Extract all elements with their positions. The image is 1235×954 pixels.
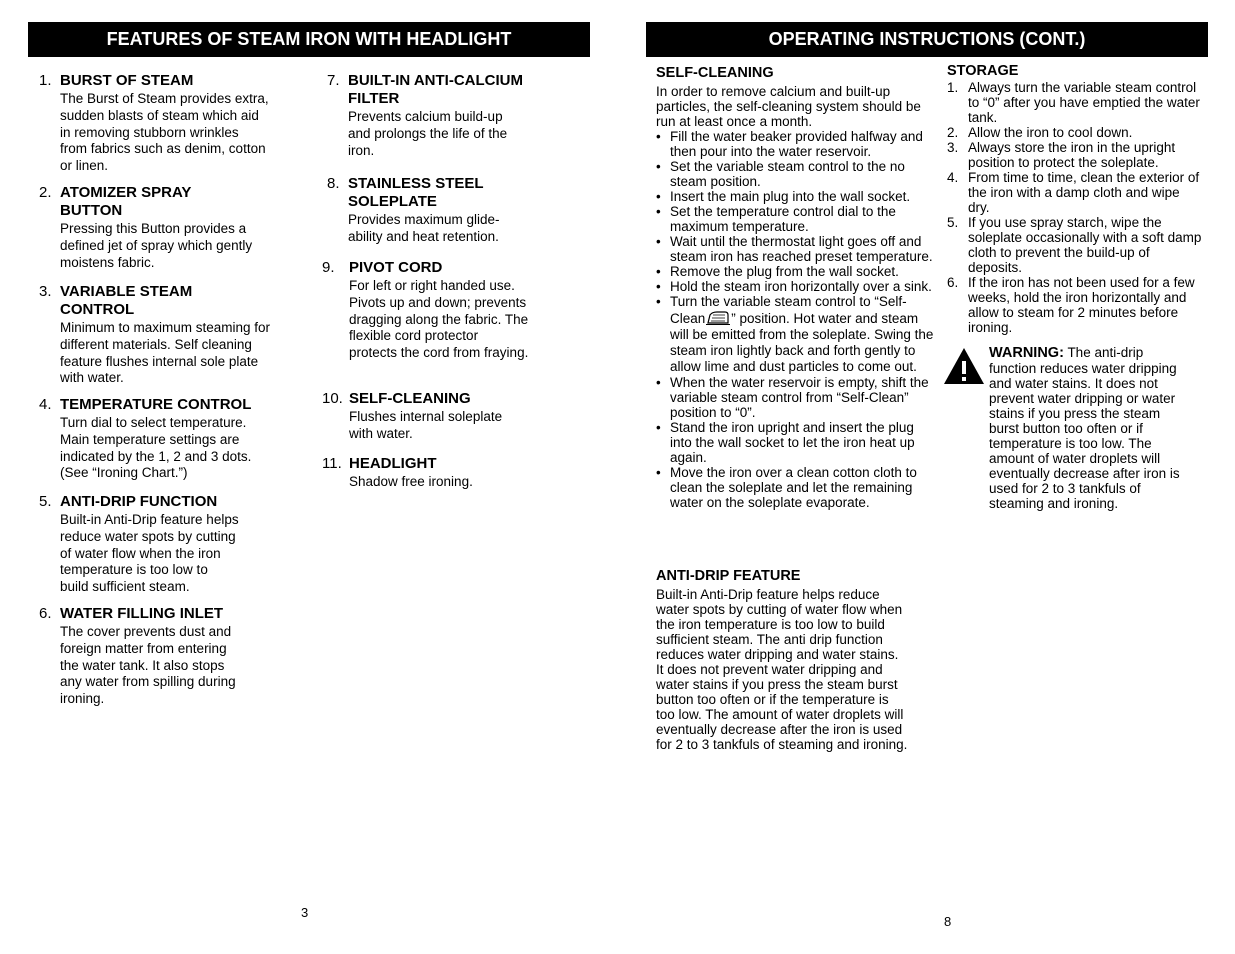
- self-clean-iron-icon: [705, 310, 731, 326]
- list-item: • Hold the steam iron horizontally over a sink.: [656, 279, 938, 294]
- list-item-text: Always turn the variable steam control to “0” after you have emptied the water tank.: [968, 80, 1200, 125]
- feature-title: WATER FILLING INLET: [60, 605, 224, 622]
- list-item: • Set the variable steam control to the no steam position.: [656, 159, 938, 189]
- feature-title: VARIABLE STEAM CONTROL: [60, 283, 193, 318]
- list-item: • Move the iron over a clean cotton cloth to clean the soleplate and let the remaining water on the soleplate evaporate.: [656, 465, 938, 510]
- list-item-number: 4.: [947, 170, 959, 185]
- list-item: • Remove the plug from the wall socket.: [656, 264, 938, 279]
- list-item: [656, 294, 938, 375]
- feature-number: 7.: [327, 72, 340, 89]
- list-item-text: Always store the iron in the upright position to protect the soleplate.: [968, 140, 1176, 170]
- storage-steps: [947, 80, 1202, 335]
- list-item-number: 2.: [947, 125, 959, 140]
- list-item: • Insert the main plug into the wall socket.: [656, 189, 938, 204]
- feature-description: Provides maximum glide-ability and heat retention.: [348, 212, 500, 244]
- feature-title: TEMPERATURE CONTROL: [60, 396, 252, 413]
- feature-title: SELF-CLEANING: [349, 390, 471, 407]
- feature-number: 3.: [39, 283, 52, 300]
- self-cleaning-section: [656, 64, 938, 510]
- list-item: • Wait until the thermostat light goes off and steam iron has reached preset temperature.: [656, 234, 938, 264]
- feature-3: [39, 283, 284, 387]
- feature-description: Prevents calcium build-up and prolongs the life of the iron.: [348, 109, 508, 158]
- feature-title: PIVOT CORD: [349, 259, 443, 276]
- warning-label: WARNING:: [989, 345, 1064, 361]
- list-item-text: ” position. Hot water and steam will be emitted from the soleplate. Swing the steam iron lightly back and forth gently to allow lime and dust particles to come out.: [670, 311, 934, 374]
- anti-drip-text: Built-in Anti-Drip feature helps reduce water spots by cutting of water flow when the iron temperature is too low to build sufficient steam. The anti drip function reduces water dripping and water stains. It does not prevent water dripping and water stains if you press the steam burst button too often or if the temperature is too low. The amount of water droplets will eventually decrease after the iron is used for 2 to 3 tankfuls of steaming and ironing.: [656, 587, 908, 752]
- list-item: [947, 80, 1202, 125]
- feature-number: 1.: [39, 72, 52, 89]
- feature-description: Shadow free ironing.: [349, 474, 473, 489]
- list-item: [947, 275, 1202, 335]
- left-page-banner: FEATURES OF STEAM IRON WITH HEADLIGHT: [28, 22, 590, 57]
- feature-8: [327, 175, 537, 246]
- feature-7: [327, 72, 557, 159]
- feature-1: [39, 72, 269, 175]
- list-item-number: 5.: [947, 215, 959, 230]
- list-item-text: From time to time, clean the exterior of the iron with a damp cloth and wipe dry.: [968, 170, 1200, 215]
- feature-title: BUILT-IN ANTI-CALCIUM FILTER: [348, 72, 523, 107]
- feature-number: 4.: [39, 396, 52, 413]
- feature-6: [39, 605, 249, 708]
- feature-9: [322, 259, 542, 362]
- list-item: • When the water reservoir is empty, shift the variable steam control from “Self-Clean” position to “0”.: [656, 375, 938, 420]
- feature-number: 5.: [39, 493, 52, 510]
- right-page-number: 8: [944, 914, 952, 929]
- list-item-number: 3.: [947, 140, 959, 155]
- list-item: [947, 140, 1202, 170]
- feature-description: Pressing this Button provides a defined jet of spray which gently moistens fabric.: [60, 221, 253, 270]
- self-cleaning-intro: In order to remove calcium and built-up particles, the self-cleaning system should be run at least once a month.: [656, 84, 921, 129]
- feature-number: 11.: [322, 455, 342, 472]
- anti-drip-section: [656, 567, 908, 752]
- feature-10: [322, 390, 542, 443]
- feature-number: 2.: [39, 184, 52, 201]
- feature-title: HEADLIGHT: [349, 455, 437, 472]
- feature-5: [39, 493, 249, 596]
- feature-4: [39, 396, 269, 482]
- warning-icon: [943, 347, 985, 385]
- anti-drip-title: ANTI-DRIP FEATURE: [656, 568, 801, 584]
- feature-number: 6.: [39, 605, 52, 622]
- list-item: [947, 170, 1202, 215]
- left-page-number: 3: [301, 905, 309, 920]
- feature-title: ATOMIZER SPRAY BUTTON: [60, 184, 192, 219]
- feature-description: Flushes internal soleplate with water.: [349, 409, 503, 441]
- storage-section: [947, 62, 1202, 335]
- list-item-text: If you use spray starch, wipe the soleplate occasionally with a soft damp cloth to prevent the build-up of deposits.: [968, 215, 1202, 275]
- feature-number: 9.: [322, 259, 335, 276]
- list-item-text: Allow the iron to cool down.: [968, 125, 1133, 140]
- feature-description: The Burst of Steam provides extra, sudden blasts of steam which aid in removing stubborn wrinkles from fabrics such as denim, cotton or linen.: [60, 91, 269, 174]
- feature-description: Turn dial to select temperature. Main temperature settings are indicated by the 1, 2 and 3 dots. (See “Ironing Chart.”): [60, 415, 252, 481]
- list-item: • Set the temperature control dial to the maximum temperature.: [656, 204, 938, 234]
- self-cleaning-steps: [656, 129, 938, 510]
- list-item-text: Turn the variable steam control to “Self-Clean: [670, 294, 907, 326]
- list-item: [947, 125, 1202, 140]
- feature-number: 10.: [322, 390, 343, 407]
- list-item: [947, 215, 1202, 275]
- feature-description: Built-in Anti-Drip feature helps reduce water spots by cutting of water flow when the iron temperature is too low to build sufficient steam.: [60, 512, 239, 595]
- feature-2: [39, 184, 269, 271]
- storage-title: STORAGE: [947, 63, 1019, 79]
- feature-title: STAINLESS STEEL SOLEPLATE: [348, 175, 484, 210]
- feature-number: 8.: [327, 175, 340, 192]
- feature-11: [322, 455, 542, 491]
- list-item: • Fill the water beaker provided halfway and then pour into the water reservoir.: [656, 129, 938, 159]
- list-item-text: If the iron has not been used for a few weeks, hold the iron horizontally and allow to steam for 2 minutes before ironing.: [968, 275, 1195, 335]
- self-cleaning-title: SELF-CLEANING: [656, 65, 774, 81]
- list-item: • Stand the iron upright and insert the plug into the wall socket to let the iron heat up again.: [656, 420, 938, 465]
- warning-text: The anti-drip function reduces water dripping and water stains. It does not prevent water dripping or water stains if you press the steam burst button too often or if temperature is too low. The amount of water droplets will eventually decrease after iron is used for 2 to 3 tankfuls of steaming and ironing.: [989, 345, 1180, 511]
- feature-description: The cover prevents dust and foreign matter from entering the water tank. It also stops any water from spilling during ironing.: [60, 624, 236, 707]
- feature-title: ANTI-DRIP FUNCTION: [60, 493, 218, 510]
- warning-box: [989, 345, 1184, 511]
- feature-title: BURST OF STEAM: [60, 72, 194, 89]
- feature-description: For left or right handed use. Pivots up and down; prevents dragging along the fabric. The flexible cord protector protects the cord from fraying.: [349, 278, 529, 361]
- list-item-number: 1.: [947, 80, 959, 95]
- feature-description: Minimum to maximum steaming for different materials. Self cleaning feature flushes internal sole plate with water.: [60, 320, 271, 386]
- right-page-banner: OPERATING INSTRUCTIONS (CONT.): [646, 22, 1208, 57]
- list-item-number: 6.: [947, 275, 959, 290]
